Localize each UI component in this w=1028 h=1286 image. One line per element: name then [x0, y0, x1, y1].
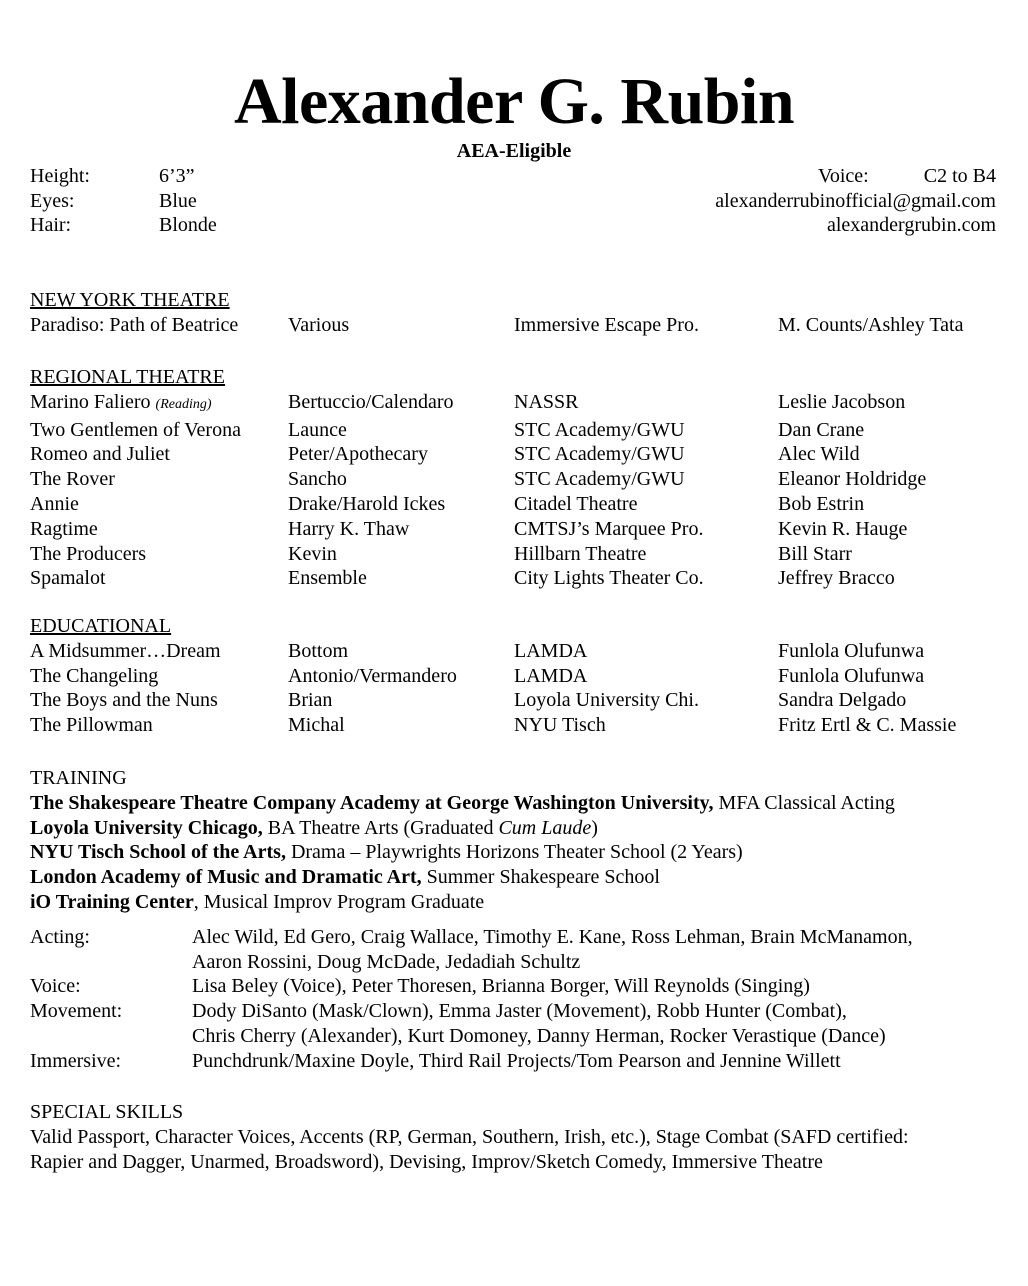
training-school: iO Training Center, Musical Improv Program Graduate [30, 890, 485, 913]
credit-row: The Producers Kevin Hillbarn Theatre Bill Starr [30, 542, 852, 565]
special-skills-section [30, 1100, 1000, 1174]
credit-row: Two Gentlemen of Verona Launce STC Academy/GWU Dan Crane [30, 418, 865, 441]
teachers-immersive: Immersive: Punchdrunk/Maxine Doyle, Third Rail Projects/Tom Pearson and Jennine Willett [30, 1049, 841, 1072]
stat-height: Height: 6’3” [30, 165, 195, 187]
section-title: SPECIAL SKILLS [30, 1101, 184, 1123]
educational-section [30, 614, 1000, 738]
regional-section [30, 365, 1000, 591]
email-link[interactable]: alexanderrubinofficial@gmail.com [715, 189, 996, 212]
section-title: REGIONAL THEATRE [30, 366, 225, 388]
credit-row: Spamalot Ensemble City Lights Theater Co. Jeffrey Bracco [30, 567, 895, 590]
credit-row: The Pillowman Michal NYU Tisch Fritz Ertl & C. Massie [30, 714, 957, 737]
physical-stats [30, 164, 217, 238]
union-status: AEA-Eligible [456, 140, 572, 162]
section-title: EDUCATIONAL [30, 615, 172, 637]
section-title: NEW YORK THEATRE [30, 289, 230, 311]
training-school: The Shakespeare Theatre Company Academy at George Washington University, MFA Classical Acting [30, 791, 895, 814]
credit-row: Marino Faliero (Reading) Bertuccio/Calendaro NASSR Leslie Jacobson [30, 390, 906, 413]
training-school: Loyola University Chicago, BA Theatre Arts (Graduated Cum Laude) [30, 816, 598, 839]
skills-line: Valid Passport, Character Voices, Accents (RP, German, Southern, Irish, etc.), Stage Combat (SAFD certified: [30, 1125, 909, 1148]
reading-note: (Reading) [155, 396, 212, 412]
training-school: London Academy of Music and Dramatic Art, Summer Shakespeare School [30, 866, 660, 889]
contact-info [715, 164, 996, 238]
page-title: Alexander G. Rubin [233, 65, 795, 138]
skills-line: Rapier and Dagger, Unarmed, Broadsword), Devising, Improv/Sketch Comedy, Immersive Theatre [30, 1150, 823, 1173]
training-section [30, 766, 1000, 1074]
training-school: NYU Tisch School of the Arts, Drama – Playwrights Horizons Theater School (2 Years) [30, 841, 743, 864]
new-york-section [30, 288, 1000, 338]
teachers-acting: Acting: Alec Wild, Ed Gero, Craig Wallace, Timothy E. Kane, Ross Lehman, Brain McManamon, Aaron Rossini, Doug McDade, Jedadiah Schultz [30, 925, 913, 973]
teachers-voice: Voice: Lisa Beley (Voice), Peter Thoresen, Brianna Borger, Will Reynolds (Singing) [30, 975, 810, 998]
section-title: TRAINING [30, 767, 127, 789]
credit-row: Ragtime Harry K. Thaw CMTSJ’s Marquee Pro. Kevin R. Hauge [30, 517, 908, 540]
stat-eyes: Eyes: Blue [30, 189, 197, 212]
teachers-movement: Movement: Dody DiSanto (Mask/Clown), Emma Jaster (Movement), Robb Hunter (Combat), Chris Cherry (Alexander), Kurt Domoney, Danny Herman, Rocker Verastique (Dance) [30, 1000, 886, 1047]
voice-range: Voice: C2 to B4 [818, 165, 996, 187]
credit-row: Annie Drake/Harold Ickes Citadel Theatre Bob Estrin [30, 492, 865, 515]
credit-row: The Rover Sancho STC Academy/GWU Eleanor Holdridge [30, 468, 927, 491]
stat-hair: Hair: Blonde [30, 214, 217, 236]
credit-row: A Midsummer…Dream Bottom LAMDA Funlola Olufunwa [30, 639, 925, 662]
credit-row: The Boys and the Nuns Brian Loyola University Chi. Sandra Delgado [30, 689, 907, 712]
credit-row: Romeo and Juliet Peter/Apothecary STC Academy/GWU Alec Wild [30, 443, 860, 466]
website-link[interactable]: alexandergrubin.com [826, 214, 996, 236]
credit-row: The Changeling Antonio/Vermandero LAMDA Funlola Olufunwa [30, 664, 925, 687]
credit-row: Paradiso: Path of Beatrice Various Immersive Escape Pro. M. Counts/Ashley Tata [30, 313, 964, 336]
